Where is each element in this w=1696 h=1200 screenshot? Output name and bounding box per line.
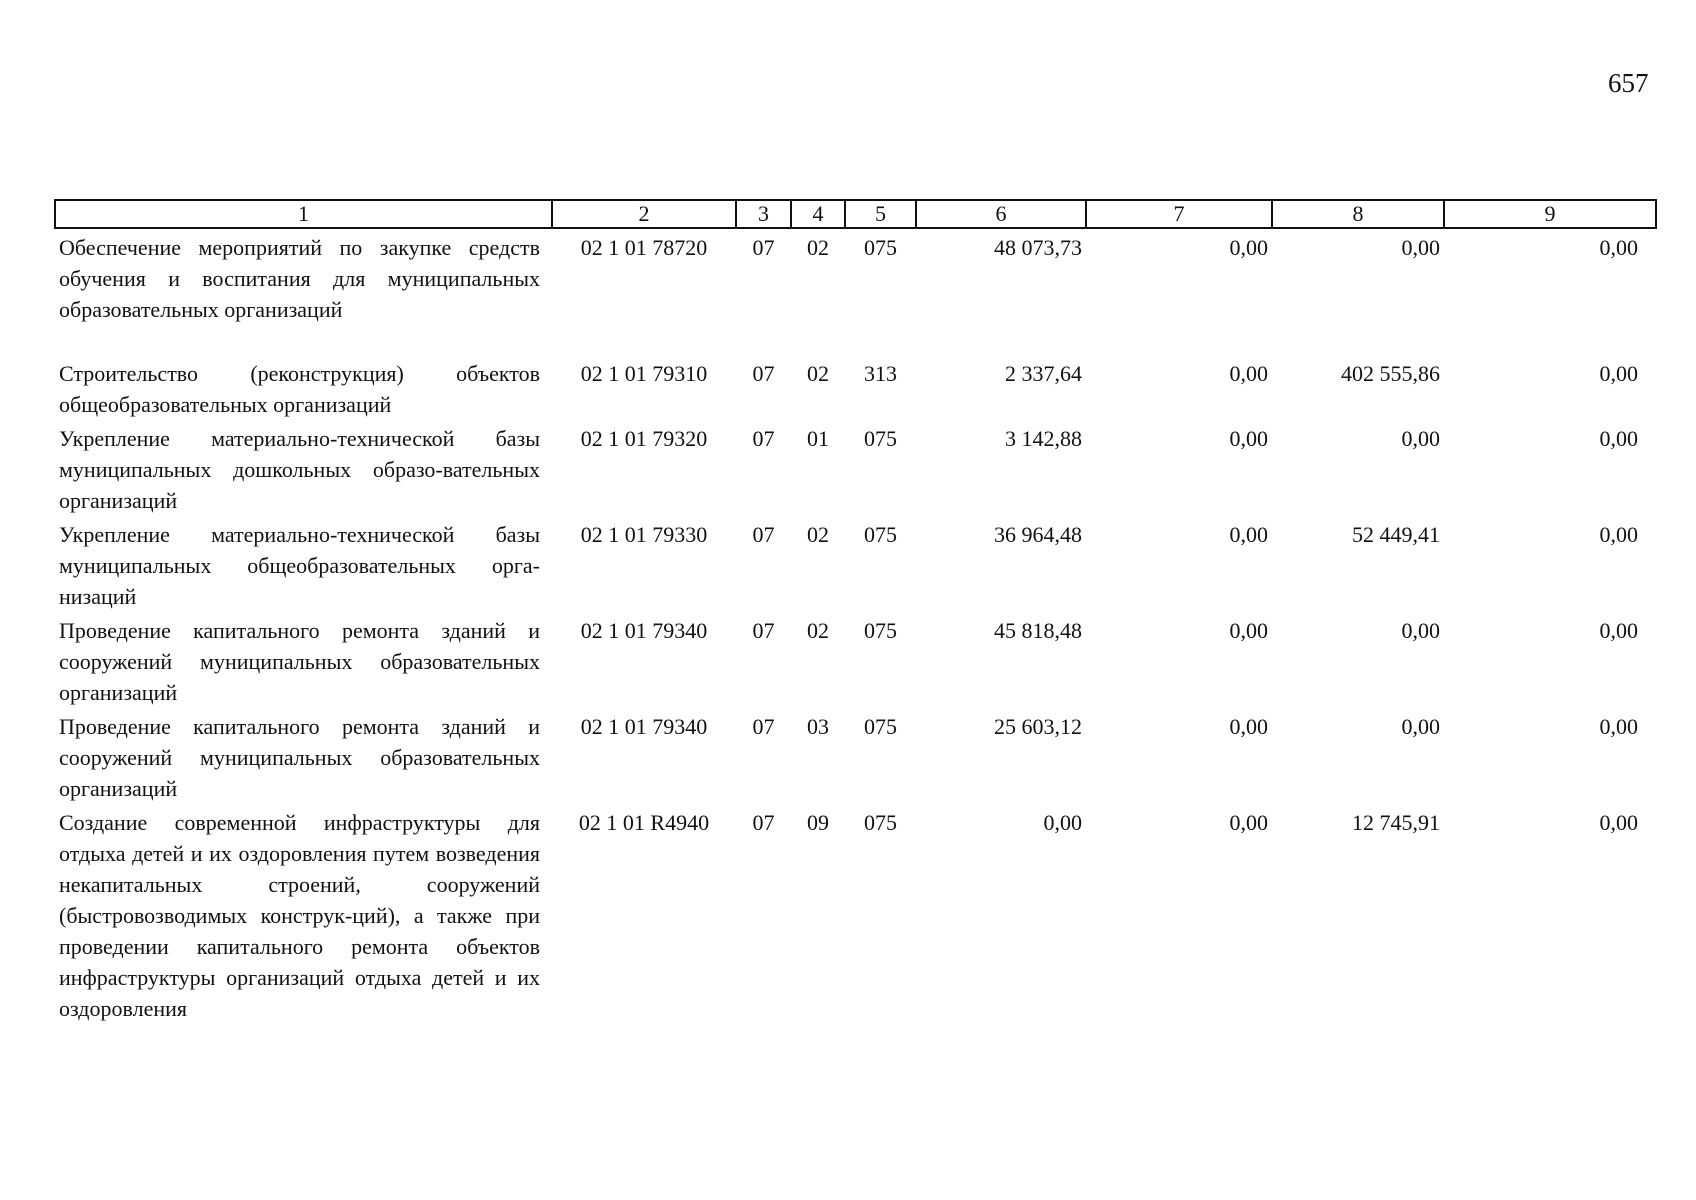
row-section: 07	[752, 618, 775, 643]
row-value-9: 0,00	[1599, 810, 1638, 835]
row-value-6: 2 337,64	[1005, 361, 1082, 386]
column-header: 4	[791, 200, 845, 228]
row-section: 07	[752, 522, 775, 547]
row-section: 07	[752, 235, 775, 260]
row-section: 07	[752, 426, 775, 451]
row-value-9: 0,00	[1599, 361, 1638, 386]
row-value-9: 0,00	[1599, 235, 1638, 260]
row-expense-type: 075	[864, 235, 897, 260]
row-value-6: 36 964,48	[994, 522, 1082, 547]
row-target-article: 02 1 01 79330	[580, 522, 708, 547]
table-row	[55, 516, 1656, 612]
row-section: 07	[752, 810, 775, 835]
table-row	[55, 355, 1656, 420]
page-number: 657	[1608, 68, 1649, 98]
table-header	[55, 200, 1656, 228]
row-expense-type: 075	[864, 810, 897, 835]
row-subsection: 02	[807, 361, 829, 386]
column-header: 5	[845, 200, 916, 228]
row-value-9: 0,00	[1599, 522, 1638, 547]
row-subsection: 03	[807, 714, 829, 739]
budget-table	[54, 199, 1657, 1024]
row-value-7: 0,00	[1229, 235, 1268, 260]
row-subsection: 01	[807, 426, 829, 451]
row-value-6: 48 073,73	[994, 235, 1082, 260]
row-name: Проведение капитального ремонта зданий и сооружений муниципальных образовательных организаций	[59, 714, 540, 801]
row-value-9: 0,00	[1599, 714, 1638, 739]
row-target-article: 02 1 01 79320	[580, 426, 708, 451]
row-expense-type: 313	[864, 361, 897, 386]
column-header: 6	[916, 200, 1086, 228]
table-body	[55, 228, 1656, 1024]
row-expense-type: 075	[864, 426, 897, 451]
row-target-article: 02 1 01 79340	[580, 618, 708, 643]
row-value-8: 0,00	[1401, 618, 1440, 643]
row-value-8: 402 555,86	[1341, 361, 1440, 386]
row-value-7: 0,00	[1229, 714, 1268, 739]
row-value-7: 0,00	[1229, 426, 1268, 451]
table-row	[55, 708, 1656, 804]
column-header: 1	[55, 200, 552, 228]
row-value-9: 0,00	[1599, 426, 1638, 451]
row-name: Укрепление материально-технической базы муниципальных общеобразовательных орга-низаций	[59, 522, 540, 609]
column-header: 7	[1086, 200, 1272, 228]
row-value-8: 0,00	[1401, 235, 1440, 260]
row-value-8: 52 449,41	[1352, 522, 1440, 547]
row-section: 07	[752, 361, 775, 386]
row-value-7: 0,00	[1229, 361, 1268, 386]
column-header: 2	[552, 200, 736, 228]
row-expense-type: 075	[864, 618, 897, 643]
row-value-8: 0,00	[1401, 426, 1440, 451]
table-row	[55, 804, 1656, 1024]
row-value-7: 0,00	[1229, 618, 1268, 643]
table-header-row	[55, 200, 1656, 228]
column-header: 9	[1444, 200, 1656, 228]
row-expense-type: 075	[864, 522, 897, 547]
row-name: Строительство (реконструкция) объектов общеобразовательных организаций	[59, 361, 540, 417]
row-target-article: 02 1 01 79310	[580, 361, 708, 386]
row-target-article: 02 1 01 79340	[580, 714, 708, 739]
row-expense-type: 075	[864, 714, 897, 739]
row-value-8: 0,00	[1401, 714, 1440, 739]
row-value-9: 0,00	[1599, 618, 1638, 643]
row-section: 07	[752, 714, 775, 739]
row-value-7: 0,00	[1229, 810, 1268, 835]
row-subsection: 02	[807, 618, 829, 643]
row-name: Создание современной инфраструктуры для отдыха детей и их оздоровления путем возведения некапитальных строений, сооружений (быстровозводимых конструк-ций), а также при проведении капитального ремонта объектов инфраструктуры организаций отдыха детей и их оздоровления	[59, 810, 540, 1021]
table-row	[55, 612, 1656, 708]
column-header: 3	[736, 200, 791, 228]
row-subsection: 09	[807, 810, 829, 835]
row-name: Обеспечение мероприятий по закупке средств обучения и воспитания для муниципальных образовательных организаций	[59, 235, 540, 322]
table-row	[55, 228, 1656, 355]
row-value-6: 0,00	[1043, 810, 1082, 835]
row-value-6: 3 142,88	[1005, 426, 1082, 451]
row-value-7: 0,00	[1229, 522, 1268, 547]
row-name: Проведение капитального ремонта зданий и сооружений муниципальных образовательных организаций	[59, 618, 540, 705]
row-name: Укрепление материально-технической базы муниципальных дошкольных образо-вательных организаций	[59, 426, 540, 513]
row-value-8: 12 745,91	[1352, 810, 1440, 835]
row-subsection: 02	[807, 235, 829, 260]
column-header: 8	[1272, 200, 1444, 228]
row-value-6: 45 818,48	[994, 618, 1082, 643]
row-value-6: 25 603,12	[994, 714, 1082, 739]
table-row	[55, 420, 1656, 516]
row-subsection: 02	[807, 522, 829, 547]
row-target-article: 02 1 01 78720	[580, 235, 708, 260]
row-target-article: 02 1 01 R4940	[578, 810, 710, 835]
